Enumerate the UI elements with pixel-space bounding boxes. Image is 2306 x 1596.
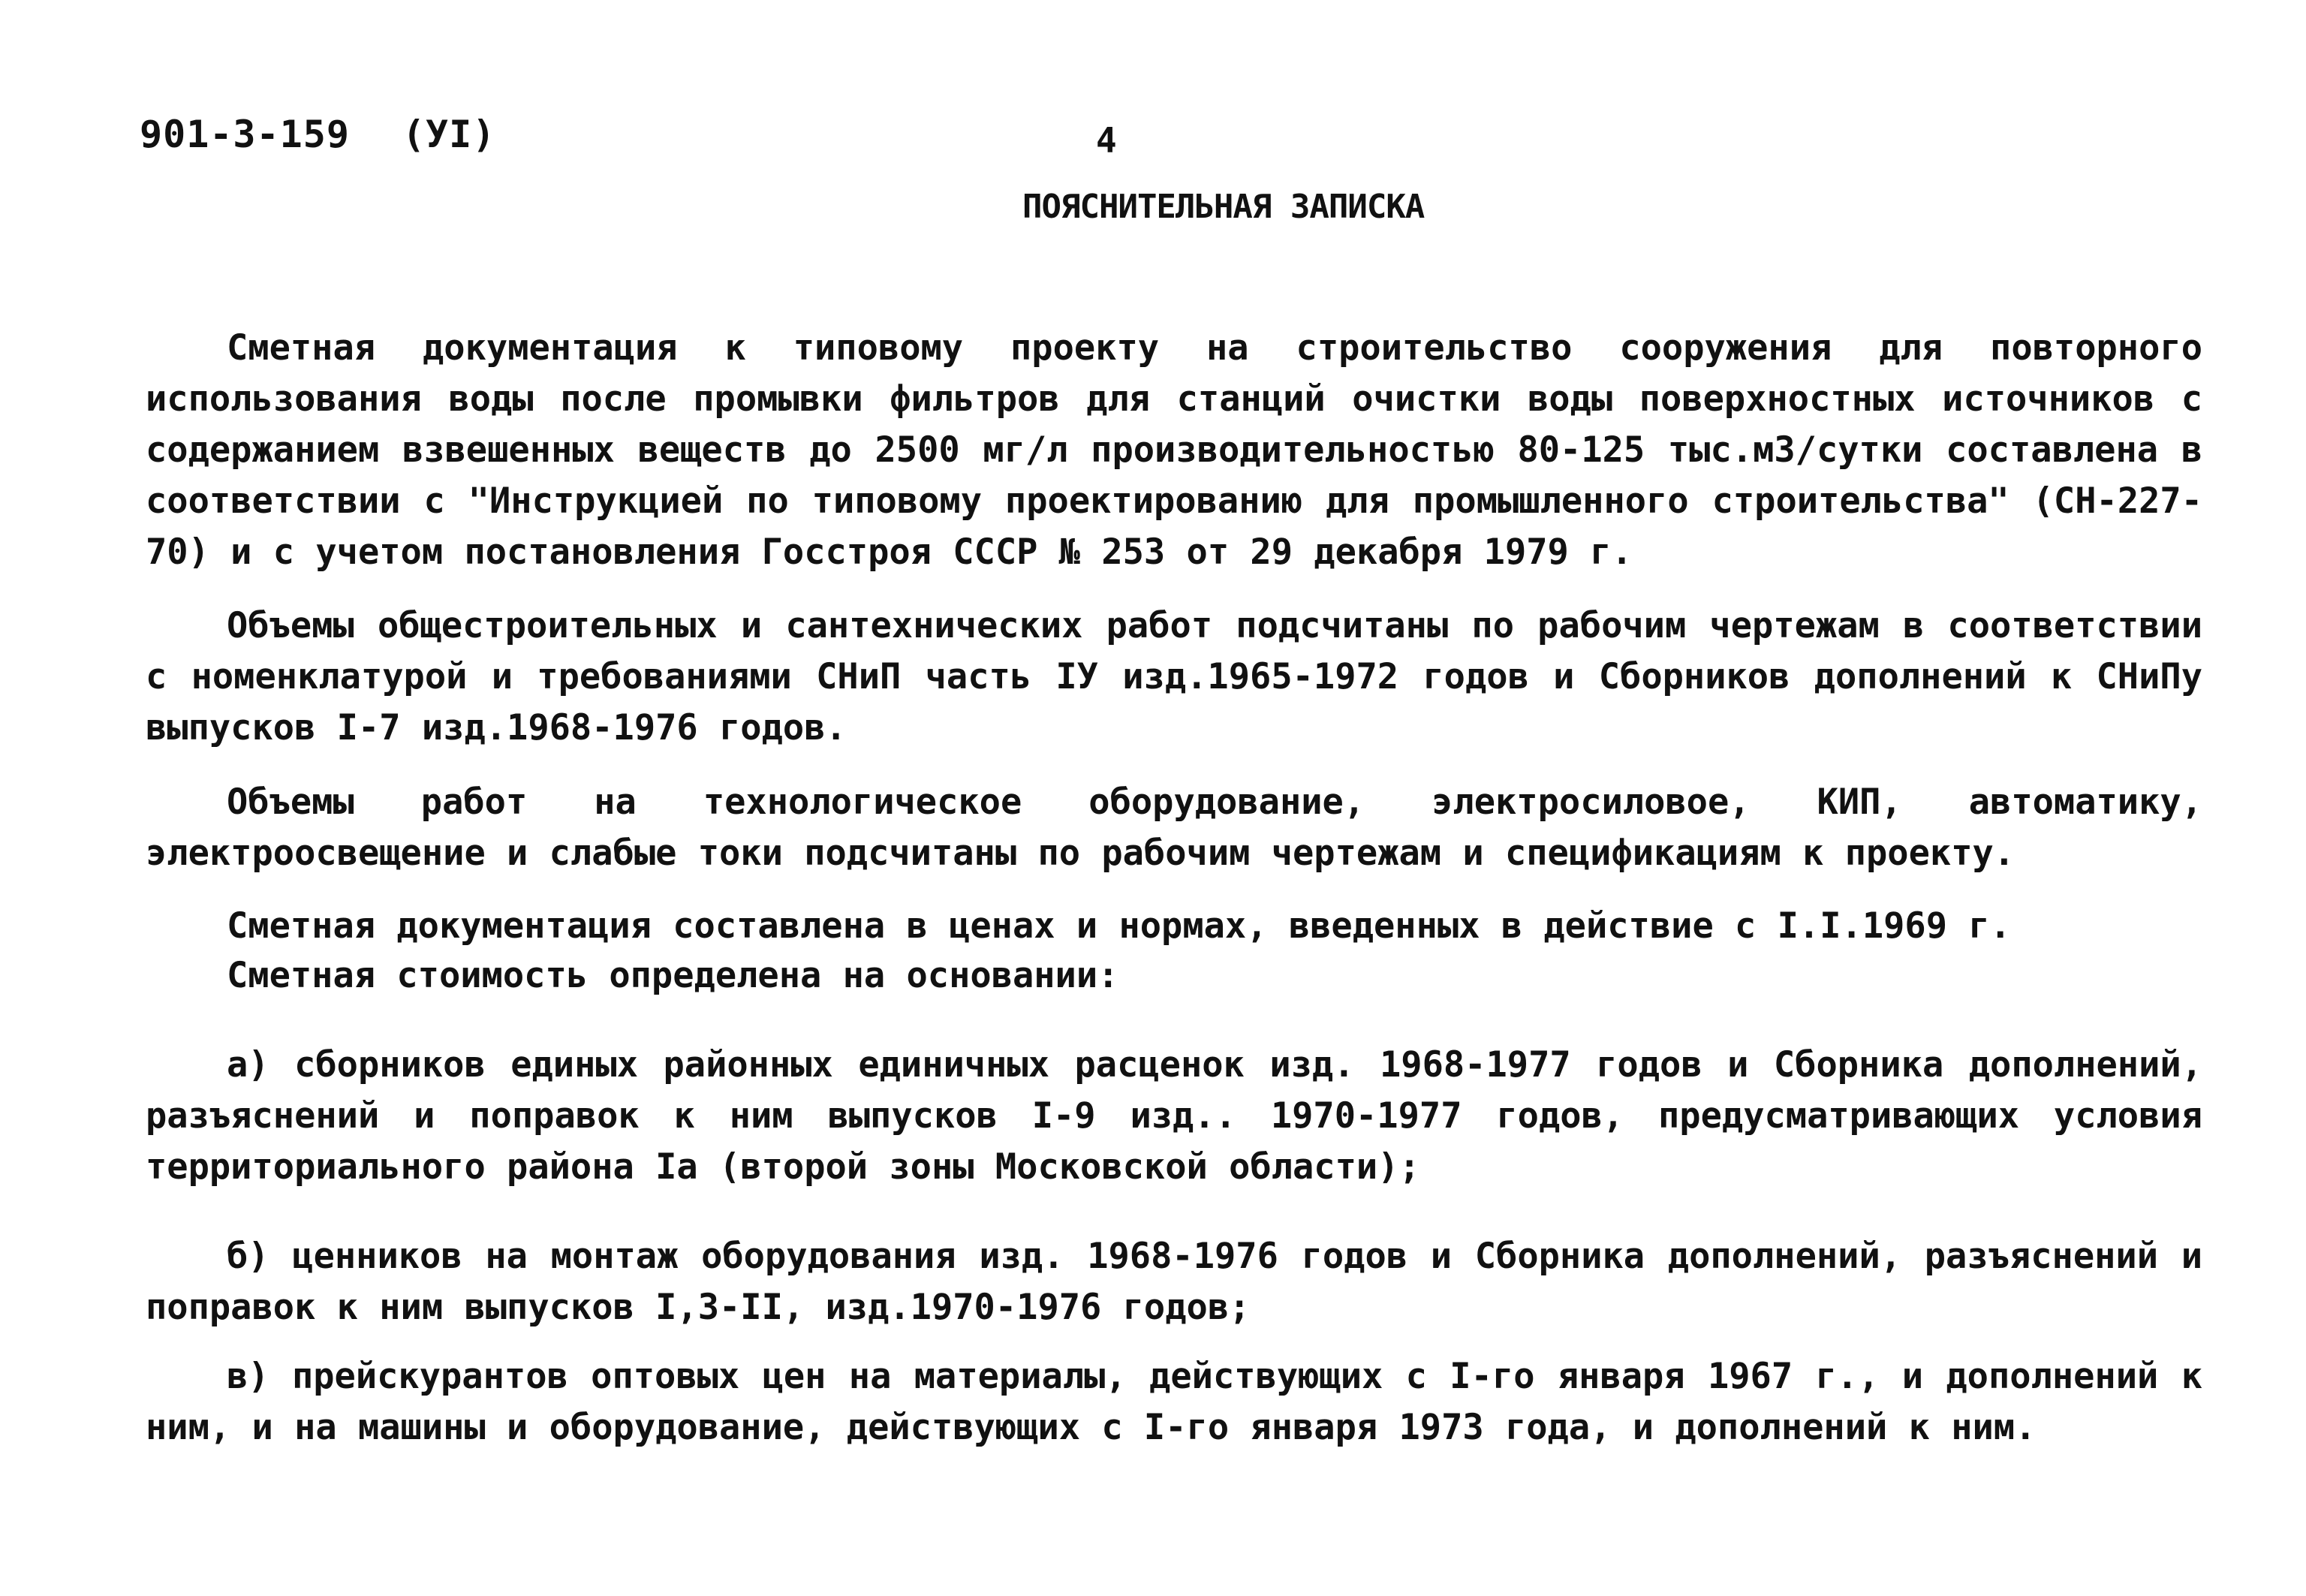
paragraph-text: Сметная стоимость определена на основании: bbox=[227, 955, 1119, 996]
paragraph-text: Объемы работ на технологическое оборудование, электросиловое, КИП, автоматику, электроосвещение и слабые токи подсчитаны по рабочим чертежам и спецификациям к проекту. bbox=[146, 781, 2202, 874]
paragraph-text: Сметная документация составлена в ценах и нормах, введенных в действие с I.I.1969 г. bbox=[227, 905, 2011, 947]
paragraph-intro bbox=[146, 323, 2202, 578]
document-number: 901-3-159 bbox=[140, 113, 350, 156]
list-item-a bbox=[146, 1040, 2202, 1193]
list-item-b bbox=[146, 1231, 2202, 1333]
document-code bbox=[140, 113, 495, 156]
paragraph-text: Объемы общестроительных и сантехнических работ подсчитаны по рабочим чертежам в соответствии с номенклатурой и требованиями СНиП часть IУ изд.1965-1972 годов и Сборников дополнений к СНиПу выпусков I-7 изд.1968-1976 годов. bbox=[146, 605, 2202, 748]
paragraph-basis bbox=[146, 950, 2202, 1001]
paragraph-text: Сметная документация к типовому проекту на строительство сооружения для повторного использования воды после промывки фильтров для станций очистки воды поверхностных источников с содержанием взвешенных веществ до 2500 мг/л производительностью 80-125 тыс.м3/сутки составлена в соответствии с "Инструкцией по типовому проектированию для промышленного строительства" (СН-227-70) и с учетом постановления Госстроя СССР № 253 от 29 декабря 1979 г. bbox=[146, 327, 2202, 573]
list-item-text: б) ценников на монтаж оборудования изд. 1968-1976 годов и Сборника дополнений, разъяснений и поправок к ним выпусков I,3-II, изд.1970-1976 годов; bbox=[146, 1236, 2202, 1328]
paragraph-volumes-construction bbox=[146, 601, 2202, 754]
paragraph-volumes-equipment bbox=[146, 777, 2202, 879]
paragraph-prices bbox=[146, 901, 2202, 952]
section-title: ПОЯСНИТЕЛЬНАЯ ЗАПИСКА bbox=[1022, 188, 1425, 226]
page-number: 4 bbox=[1096, 120, 1117, 161]
list-item-c bbox=[146, 1351, 2202, 1453]
list-item-text: в) прейскурантов оптовых цен на материалы, действующих с I-го января 1967 г., и дополнений к ним, и на машины и оборудование, действующих с I-го января 1973 года, и дополнений к ним. bbox=[146, 1356, 2202, 1448]
list-item-text: а) сборников единых районных единичных расценок изд. 1968-1977 годов и Сборника дополнений, разъяснений и поправок к ним выпусков I-9 изд.. 1970-1977 годов, предусматривающих условия территориального района Iа (второй зоны Московской области); bbox=[146, 1044, 2202, 1188]
document-series: (УI) bbox=[402, 113, 496, 156]
